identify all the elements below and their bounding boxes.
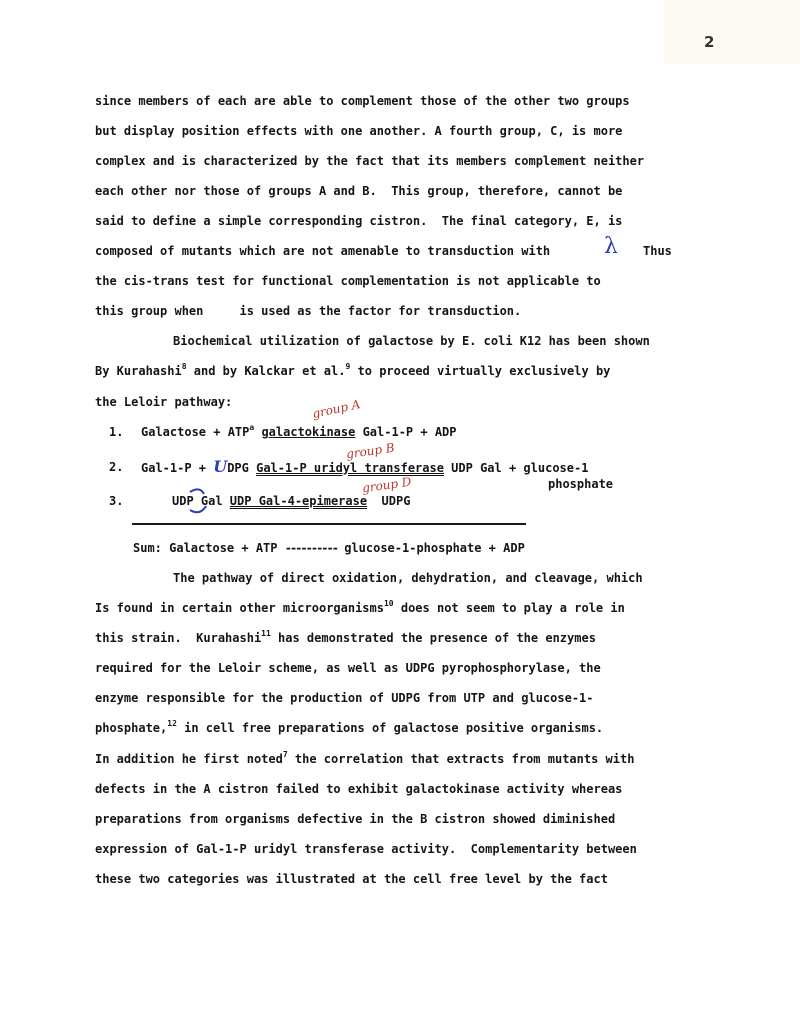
sum-rule (132, 523, 526, 525)
enzyme-transferase: Gal-1-P uridyl transferase (256, 461, 444, 475)
text-line: but display position effects with one another. A fourth group, C, is more (95, 124, 623, 138)
text-line: enzyme responsible for the production of UDPG from UTP and glucose-1- (95, 691, 594, 705)
text-line: these two categories was illustrated at the cell free level by the fact (95, 872, 608, 886)
handwritten-note-group-d: group D (361, 474, 413, 496)
text-line: this group when is used as the factor for transduction. (95, 304, 522, 318)
text-line: Thus (643, 244, 672, 258)
handwritten-note-group-b: group B (345, 440, 396, 462)
text-line: required for the Leloir scheme, as well as UDPG pyrophosphorylase, the (95, 661, 601, 675)
text-line: the Leloir pathway: (95, 395, 233, 409)
page-corner-shade (664, 0, 800, 64)
text-line: By Kurahashi$^8$ and by Kalckar et al.$^9$ to proceed virtually exclusively by (95, 362, 611, 378)
text-line: said to define a simple corresponding cistron. The final category, E, is (95, 214, 623, 228)
text-line: complex and is characterized by the fact that its members complement neither (95, 154, 645, 168)
text-line: preparations from organisms defective in the B cistron showed diminished (95, 812, 616, 826)
reaction-1: Galactose + $ATP^a$ galactokinase Gal-1-P + ADP (141, 423, 457, 439)
handwritten-bracket-mark (186, 486, 212, 516)
handwritten-note-group-a: group A (311, 397, 362, 421)
text-line: this strain. Kurahashi$^{11}$ has demonstrated the presence of the enzymes (95, 629, 596, 645)
reaction-number: 3. (109, 494, 124, 508)
reaction-2: Gal-1-P + UDPG Gal-1-P uridyl transferase UDP Gal + glucose-1 (141, 457, 589, 476)
sum-arrow: ---------- (284, 541, 337, 555)
text-line: since members of each are able to complement those of the other two groups (95, 94, 630, 108)
text-line: expression of Gal-1-P uridyl transferase activity. Complementarity between (95, 842, 637, 856)
text-line: phosphate,$^{12}$ in cell free preparations of galactose positive organisms. (95, 719, 604, 735)
text-line: Biochemical utilization of galactose by E. coli K12 has been shown (173, 334, 650, 348)
text-line: defects in the A cistron failed to exhibit galactokinase activity whereas (95, 782, 623, 796)
enzyme-epimerase: UDP Gal-4-epimerase (229, 494, 368, 508)
page-number: 2 (704, 33, 715, 51)
text-line: Is found in certain other microorganisms$^{10}$ does not seem to play a role in (95, 599, 625, 615)
sum-line: Sum: Galactose + ATP ---------- glucose-1-phosphate + ADP (133, 541, 525, 555)
text-line: In addition he first noted$^7$ the correlation that extracts from mutants with (95, 750, 635, 766)
text-line: The pathway of direct oxidation, dehydration, and cleavage, which (173, 571, 643, 585)
text-line: each other nor those of groups A and B. This group, therefore, cannot be (95, 184, 623, 198)
handwritten-lambda: λ (604, 234, 618, 259)
enzyme-galactokinase: galactokinase (261, 425, 356, 439)
reaction-number: 1. (109, 425, 124, 439)
reaction-3: UDP Gal UDP Gal-4-epimerase UDPG (172, 494, 411, 508)
handwritten-u-mark: U (213, 457, 228, 476)
reaction-number: 2. (109, 460, 124, 474)
text-line: phosphate (548, 477, 614, 491)
text-line: composed of mutants which are not amenable to transduction with (95, 244, 551, 258)
text-line: the cis-trans test for functional complementation is not applicable to (95, 274, 601, 288)
